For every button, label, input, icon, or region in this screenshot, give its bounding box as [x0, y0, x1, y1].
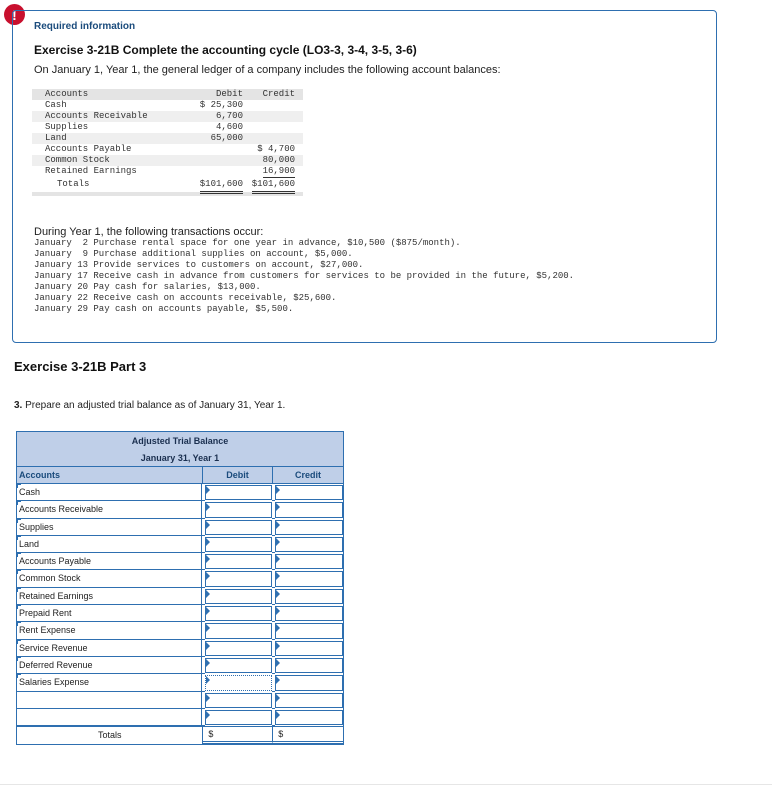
atb-account-select[interactable]: Salaries Expense — [17, 674, 202, 691]
balance-account: Supplies — [45, 122, 89, 132]
balance-credit: 80,000 — [262, 155, 295, 165]
atb-credit-input[interactable] — [275, 623, 343, 638]
transactions-intro: During Year 1, the following transactions occur: — [34, 226, 264, 238]
header-accounts: Accounts — [45, 89, 89, 99]
atb-debit-input[interactable] — [205, 554, 273, 569]
adjusted-trial-balance-table — [16, 431, 344, 745]
atb-debit-input[interactable] — [205, 589, 273, 604]
balance-row — [32, 144, 303, 155]
transaction-item: January 2 Purchase rental space for one year in advance, $10,500 ($875/month). — [34, 238, 461, 248]
atb-account-select[interactable]: Supplies — [17, 519, 202, 536]
atb-debit-input[interactable] — [205, 537, 273, 552]
transaction-item: January 9 Purchase additional supplies on account, $5,000. — [34, 249, 353, 259]
atb-debit-input[interactable] — [205, 710, 273, 725]
atb-debit-input[interactable] — [205, 641, 273, 656]
atb-debit-input[interactable] — [205, 693, 273, 708]
header-debit: Debit — [215, 89, 243, 99]
atb-account-select[interactable]: Retained Earnings — [17, 588, 202, 605]
atb-row — [17, 519, 343, 536]
atb-account-select[interactable]: Deferred Revenue — [17, 657, 202, 674]
atb-debit-input[interactable] — [205, 502, 273, 517]
transaction-item: January 13 Provide services to customers on account, $27,000. — [34, 260, 364, 270]
atb-row — [17, 657, 343, 674]
atb-totals-debit: $ — [203, 727, 273, 744]
atb-column-headers — [17, 467, 343, 484]
totals-credit: $101,600 — [252, 177, 295, 194]
atb-totals-row — [17, 726, 343, 744]
question — [14, 400, 285, 411]
col-debit: Debit — [203, 467, 273, 483]
atb-row — [17, 605, 343, 622]
atb-account-select[interactable] — [17, 692, 202, 709]
atb-account-select[interactable]: Prepaid Rent — [17, 605, 202, 622]
atb-credit-input[interactable] — [275, 710, 343, 725]
atb-debit-input[interactable] — [205, 571, 273, 586]
balance-account: Accounts Payable — [45, 144, 132, 154]
beginning-balances-table — [32, 89, 303, 196]
atb-header — [17, 432, 343, 467]
atb-account-select[interactable]: Accounts Receivable — [17, 501, 202, 518]
atb-credit-input[interactable] — [275, 571, 343, 586]
atb-debit-input[interactable] — [205, 675, 273, 690]
atb-row — [17, 553, 343, 570]
atb-row — [17, 674, 343, 691]
balance-row — [32, 111, 303, 122]
required-information-heading: Required information — [34, 21, 136, 32]
atb-credit-input[interactable] — [275, 502, 343, 517]
header-credit: Credit — [262, 89, 295, 99]
balance-row — [32, 122, 303, 133]
atb-totals-credit: $ — [273, 727, 343, 744]
atb-debit-input[interactable] — [205, 658, 273, 673]
atb-credit-input[interactable] — [275, 658, 343, 673]
atb-account-select[interactable]: Cash — [17, 484, 202, 501]
atb-debit-input[interactable] — [205, 623, 273, 638]
atb-row — [17, 501, 343, 518]
balance-row — [32, 166, 303, 177]
transactions-list — [34, 238, 574, 315]
question-number: 3. — [14, 400, 23, 411]
atb-totals-label: Totals — [17, 727, 203, 744]
atb-account-select[interactable]: Rent Expense — [17, 622, 202, 639]
atb-date: January 31, Year 1 — [140, 453, 220, 463]
atb-account-select[interactable]: Service Revenue — [17, 640, 202, 657]
balance-row — [32, 133, 303, 144]
atb-credit-input[interactable] — [275, 554, 343, 569]
atb-credit-input[interactable] — [275, 520, 343, 535]
totals-debit: $101,600 — [200, 177, 243, 194]
atb-row — [17, 622, 343, 639]
alert-icon: ! — [4, 4, 25, 25]
atb-row — [17, 536, 343, 553]
balance-account: Cash — [45, 100, 67, 110]
atb-title: Adjusted Trial Balance — [131, 436, 229, 446]
atb-credit-input[interactable] — [275, 693, 343, 708]
atb-credit-input[interactable] — [275, 485, 343, 500]
balance-account: Land — [45, 133, 67, 143]
atb-credit-input[interactable] — [275, 606, 343, 621]
atb-account-select[interactable]: Common Stock — [17, 570, 202, 587]
atb-row — [17, 570, 343, 587]
atb-row — [17, 709, 343, 726]
balance-credit: $ 4,700 — [257, 144, 295, 154]
atb-credit-input[interactable] — [275, 641, 343, 656]
balance-account: Accounts Receivable — [45, 111, 148, 121]
transaction-item: January 20 Pay cash for salaries, $13,000. — [34, 282, 261, 292]
col-accounts: Accounts — [17, 467, 203, 483]
transaction-item: January 29 Pay cash on accounts payable, $5,500. — [34, 304, 294, 314]
transaction-item: January 17 Receive cash in advance from customers for services to be provided in the future, $5,200. — [34, 271, 575, 281]
balance-debit: 6,700 — [215, 111, 243, 121]
atb-debit-input[interactable] — [205, 606, 273, 621]
part-title: Exercise 3-21B Part 3 — [14, 359, 147, 374]
balances-header — [32, 89, 303, 100]
page-divider — [0, 784, 772, 785]
atb-credit-input[interactable] — [275, 589, 343, 604]
balance-debit: 4,600 — [215, 122, 243, 132]
balance-debit: $ 25,300 — [199, 100, 243, 110]
balance-row — [32, 100, 303, 111]
atb-row — [17, 484, 343, 501]
atb-row — [17, 640, 343, 657]
atb-account-select[interactable]: Land — [17, 536, 202, 553]
balances-totals-row — [32, 177, 303, 191]
totals-label: Totals — [57, 179, 90, 189]
balance-account: Common Stock — [45, 155, 110, 165]
atb-row — [17, 588, 343, 605]
balance-row — [32, 155, 303, 166]
balance-debit: 65,000 — [210, 133, 243, 143]
atb-debit-input[interactable] — [205, 520, 273, 535]
intro-text: On January 1, Year 1, the general ledger of a company includes the following account balances: — [34, 64, 501, 76]
balance-credit: 16,900 — [262, 166, 295, 176]
exercise-title: Exercise 3-21B Complete the accounting cycle (LO3-3, 3-4, 3-5, 3-6) — [34, 43, 417, 57]
atb-credit-input[interactable] — [275, 537, 343, 552]
atb-account-select[interactable] — [17, 709, 202, 726]
atb-account-select[interactable]: Accounts Payable — [17, 553, 202, 570]
atb-debit-input[interactable] — [205, 485, 273, 500]
transaction-item: January 22 Receive cash on accounts receivable, $25,600. — [34, 293, 337, 303]
col-credit: Credit — [294, 470, 321, 480]
balance-account: Retained Earnings — [45, 166, 137, 176]
atb-row — [17, 692, 343, 709]
question-text: Prepare an adjusted trial balance as of January 31, Year 1. — [25, 400, 286, 411]
atb-credit-input[interactable] — [275, 675, 343, 690]
